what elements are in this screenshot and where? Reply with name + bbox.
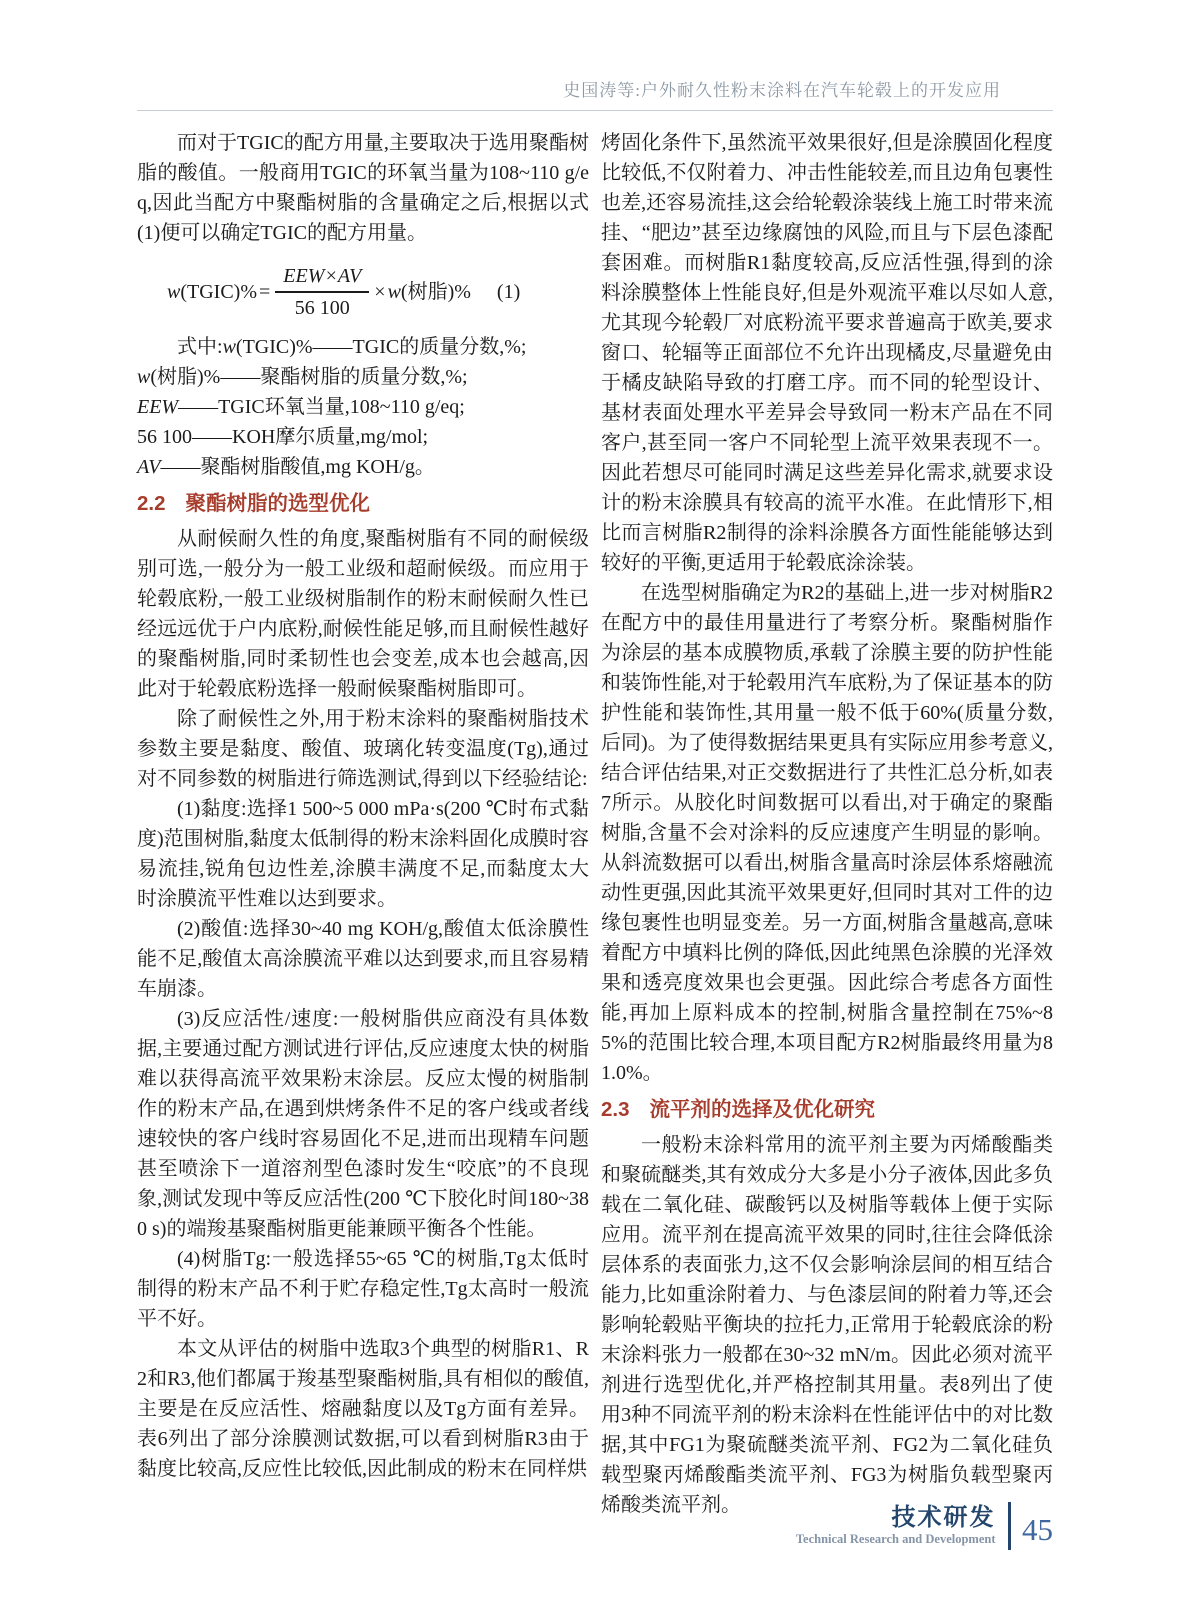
paragraph: (3)反应活性/速度:一般树脂供应商没有具体数据,主要通过配方测试进行评估,反应速度太快的树脂难以获得高流平效果粉末涂层。反应太慢的树脂制作的粉末产品,在遇到烘烤条件不足的客户线或者线速较快的客户线时容易固化不足,进而出现精车问题甚至喷涂下一道溶剂型色漆时发生“咬底”的不良现象,测试发现中等反应活性(200 ℃下胶化时间180~380 s)的端羧基聚酯树脂更能兼顾平衡各个性能。 [137,1008,589,1240]
paragraph: 除了耐候性之外,用于粉末涂料的聚酯树脂技术参数主要是黏度、酸值、玻璃化转变温度(Tg),通过对不同参数的树脂进行筛选测试,得到以下经验结论: [137,708,589,790]
running-header [137,76,1053,111]
fraction-denominator: 56 100 [294,297,350,319]
fraction-numerator: EEW×AV [275,264,369,293]
paragraph: (1)黏度:选择1 500~5 000 mPa·s(200 ℃时布式黏度)范围树脂,黏度太低制得的粉末涂料固化成膜时容易流挂,锐角包边性差,涂膜丰满度不足,而黏度太大时涂膜流平性难以达到要求。 [137,798,589,910]
definition-symbol: w [137,366,151,388]
definition-text: (树脂)%——聚酯树脂的质量分数,%; [150,366,468,388]
times-sign: × [374,281,386,303]
section-number: 2.2 [137,492,166,515]
page-footer [796,1502,1053,1550]
definition-symbol: EEW [137,396,179,418]
equation-number: (1) [496,281,521,303]
definition-symbol: AV [137,456,161,478]
section-title: 聚酯树脂的选型优化 [185,492,370,515]
paragraph: 本文从评估的树脂中选取3个典型的树脂R1、R2和R3,他们都属于羧基型聚酯树脂,具有相似的酸值,主要是在反应活性、熔融黏度以及Tg方面有差异。表6列出了部分涂膜测试数据,可以看到树脂R3由于黏度比较高,反应性比较低,因此制成的粉末在同样烘 [137,1338,589,1480]
equation-rhs-rest: (树脂)% [400,281,471,303]
footer-section-label [796,1505,996,1547]
equals-sign: = [258,281,271,303]
equation-lhs-var: w [167,281,181,303]
page-number: 45 [1022,1512,1053,1547]
paragraph: 而对于TGIC的配方用量,主要取决于选用聚酯树脂的酸值。一般商用TGIC的环氧当量为108~110 g/eq,因此当配方中聚酯树脂的含量确定之后,根据以式(1)便可以确定TGIC的配方用量。 [137,132,589,244]
formula-definition [137,392,589,422]
footer-divider-bar [1008,1502,1012,1550]
equation-rhs [388,280,471,304]
paragraph: (4)树脂Tg:一般选择55~65 ℃的树脂,Tg太低时制得的粉末产品不利于贮存稳定性,Tg太高时一般流平不好。 [137,1248,589,1330]
definition-text: ——TGIC环氧当量,108~110 g/eq; [178,396,465,418]
section-heading-2-2 [137,488,589,520]
formula-definitions [137,332,589,482]
equation-1 [137,264,589,320]
formula-definition [137,452,589,482]
formula-definition [137,422,589,452]
left-column [137,128,589,1484]
definition-prefix: 56 100 [137,426,192,448]
right-column [601,128,1053,1520]
definition-symbol: w [222,336,236,358]
definition-text: (TGIC)%——TGIC的质量分数,%; [235,336,527,358]
equation-lhs-rest: (TGIC)% [180,281,257,303]
formula-definition [137,362,589,392]
paragraph: 从耐候耐久性的角度,聚酯树脂有不同的耐候级别可选,一般分为一般工业级和超耐候级。而应用于轮毂底粉,一般工业级树脂制作的粉末耐候耐久性已经远远优于户内底粉,耐候性能足够,而且耐候性越好的聚酯树脂,同时柔韧性也会变差,成本也会越高,因此对于轮毂底粉选择一般耐候聚酯树脂即可。 [137,528,589,700]
definition-prefix: 式中: [177,336,223,358]
running-title: 史国涛等:户外耐久性粉末涂料在汽车轮毂上的开发应用 [563,81,1001,100]
definition-text: ——KOH摩尔质量,mg/mol; [192,426,429,448]
equation-lhs [167,280,272,304]
definition-text: ——聚酯树脂酸值,mg KOH/g。 [160,456,435,478]
footer-section-chinese: 技术研发 [891,1504,996,1531]
paragraph-continuation: 烤固化条件下,虽然流平效果很好,但是涂膜固化程度比较低,不仅附着力、冲击性能较差,而且边角包裹性也差,还容易流挂,这会给轮毂涂装线上施工时带来流挂、“肥边”甚至边缘腐蚀的风险,而且与下层色漆配套困难。而树脂R1黏度较高,反应活性强,得到的涂料涂膜整体上性能良好,但是外观流平难以尽如人意,尤其现今轮毂厂对底粉流平要求普遍高于欧美,要求窗口、轮辐等正面部位不允许出现橘皮,尽量避免由于橘皮缺陷导致的打磨工序。而不同的轮型设计、基材表面处理水平差异会导致同一粉末产品在不同客户,甚至同一客户不同轮型上流平效果表现不一。因此若想尽可能同时满足这些差异化需求,就要求设计的粉末涂膜具有较高的流平水准。在此情形下,相比而言树脂R2制得的涂料涂膜各方面性能能够达到较好的平衡,更适用于轮毂底涂涂装。 [601,132,1053,574]
footer-section-english: Technical Research and Development [795,1532,996,1546]
paragraph: (2)酸值:选择30~40 mg KOH/g,酸值太低涂膜性能不足,酸值太高涂膜流平难以达到要求,而且容易精车崩漆。 [137,918,589,1000]
section-heading-2-3 [601,1094,1053,1126]
equation-fraction [275,264,369,320]
paragraph: 一般粉末涂料常用的流平剂主要为丙烯酸酯类和聚硫醚类,其有效成分大多是小分子液体,因此多负载在二氧化硅、碳酸钙以及树脂等载体上便于实际应用。流平剂在提高流平效果的同时,往往会降低涂层体系的表面张力,这不仅会影响涂层间的相互结合能力,比如重涂附着力、与色漆层间的附着力等,还会影响轮毂贴平衡块的拉托力,正常用于轮毂底涂的粉末涂料张力一般都在30~32 mN/m。因此必须对流平剂进行选型优化,并严格控制其用量。表8列出了使用3种不同流平剂的粉末涂料在性能评估中的对比数据,其中FG1为聚硫醚类流平剂、FG2为二氧化硅负载型聚丙烯酸酯类流平剂、FG3为树脂负载型聚丙烯酸类流平剂。 [601,1134,1053,1516]
section-title: 流平剂的选择及优化研究 [649,1098,875,1121]
paragraph: 在选型树脂确定为R2的基础上,进一步对树脂R2在配方中的最佳用量进行了考察分析。聚酯树脂作为涂层的基本成膜物质,承载了涂膜主要的防护性能和装饰性能,对于轮毂用汽车底粉,为了保证基本的防护性能和装饰性,其用量一般不低于60%(质量分数,后同)。为了使得数据结果更具有实际应用参考意义,结合评估结果,对正交数据进行了共性汇总分析,如表7所示。从胶化时间数据可以看出,对于确定的聚酯树脂,含量不会对涂料的反应速度产生明显的影响。从斜流数据可以看出,树脂含量高时涂层体系熔融流动性更强,因此其流平效果更好,但同时其对工件的边缘包裹性也明显变差。另一方面,树脂含量越高,意味着配方中填料比例的降低,因此纯黑色涂膜的光泽效果和透亮度效果也会更强。因此综合考虑各方面性能,再加上原料成本的控制,树脂含量控制在75%~85%的范围比较合理,本项目配方R2树脂最终用量为81.0%。 [601,582,1053,1084]
section-number: 2.3 [601,1098,630,1121]
formula-definition [137,332,589,362]
equation-rhs-var: w [387,281,401,303]
